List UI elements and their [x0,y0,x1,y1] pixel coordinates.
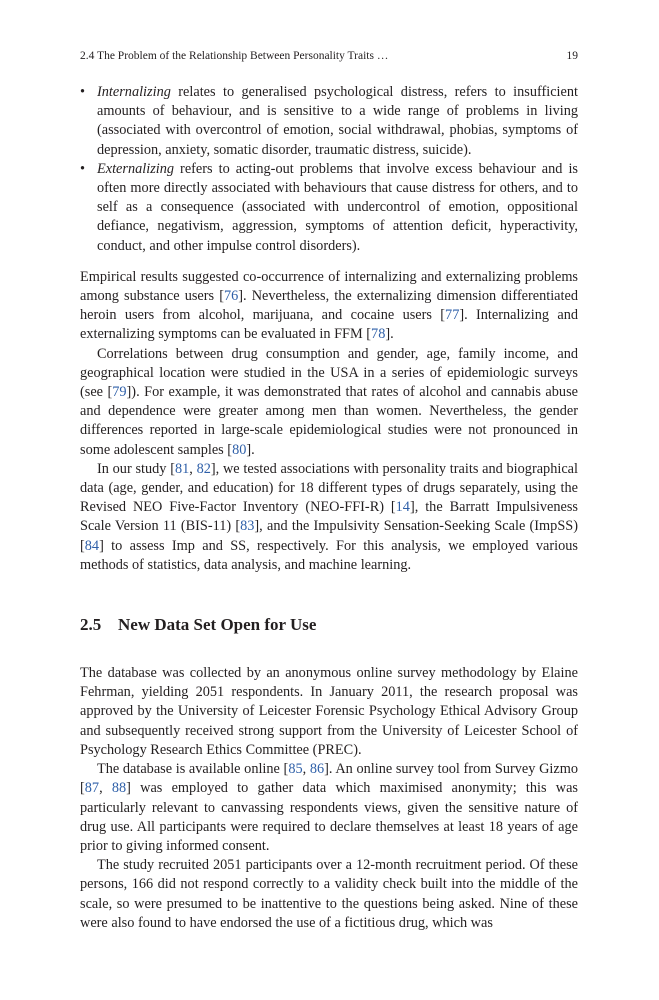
citation-link[interactable]: 84 [84,537,100,554]
running-title: 2.4 The Problem of the Relationship Between Personality Traits … [80,50,389,62]
page-number: 19 [566,50,578,62]
bullet-icon: • [80,160,86,177]
citation-link[interactable]: 14 [395,499,410,516]
citation-link[interactable]: 79 [112,384,127,401]
citation-link[interactable]: 85 [288,761,303,778]
paragraph-cooccurrence [80,268,578,345]
citation-link[interactable]: 83 [240,518,255,535]
text-run: ]. [246,441,255,458]
text-run: ]. Internalizing and externalizing symptoms can be evaluated in FFM [ [80,307,578,343]
body-text [80,83,578,933]
bullet-item-externalizing [80,160,578,256]
citation-link[interactable]: 87 [84,780,100,797]
citation-link[interactable]: 78 [371,326,386,343]
paragraph-our-study [80,460,578,575]
bullet-icon: • [80,84,86,100]
bullet-list [80,83,578,256]
text-run: The database is available online [ [97,761,289,778]
paragraph-database: The database was collected by an anonymous online survey methodology by Elaine Fehrman, yielding 2051 respondents. In January 2011, the research proposal was approved by the University of Leicester Forensic Psychology Ethical Advisory Group and subsequently received strong support from the University of Leicester School of Psychology Research Ethics Committee (PREC). [80,665,578,758]
text-run: ]). For example, it was demonstrated that rates of alcohol and cannabis abuse and dependence were greater among men than women. Nevertheless, the gender differences reported in large-scale epidemiological studies were not pronounced in some adolescent samples [ [80,384,578,458]
bullet-term: Internalizing [97,84,171,100]
bullet-item-internalizing [80,83,578,160]
text-run: Empirical results suggested co-occurrence of internalizing and externalizing problems among substance users [ [80,268,578,305]
text-run: , [302,761,310,778]
text-run: ] was employed to gather data which maximised anonymity; this was particularly relevant to canvassing respondents views, given the sensitive nature of drug use. All participants were required to declare themselves at least 18 years of age prior to giving informed consent. [80,780,578,854]
citation-link[interactable]: 80 [232,441,247,458]
text-run: , [189,460,197,477]
text-run: ], we tested associations with personality traits and biographical data (age, gender, and education) for 18 different types of drugs separately, using the Revised NEO Five-Factor Inventory (NEO-FFI-R) [ [80,460,578,516]
text-run: ], the Barratt Impulsiveness Scale Version 11 (BIS-11) [ [80,499,578,535]
section-heading [80,614,578,636]
text-run: In our study [ [97,460,175,477]
text-run: ]. Nevertheless, the externalizing dimension differentiated heroin users from alcohol, marijuana, and cocaine users [ [80,288,578,324]
bullet-text: relates to generalised psychological distress, refers to insufficient amounts of behaviour, and is sensitive to a wide range of problems in living (associated with overcontrol of emotion, social withdrawal, phobias, symptoms of depression, anxiety, somatic disorder, traumatic distress, suicide). [97,84,578,158]
citation-link[interactable]: 81 [174,460,190,477]
text-run: ], and the Impulsivity Sensation-Seeking Scale (ImpSS) [ [80,518,578,554]
section-title: New Data Set Open for Use [118,615,317,635]
text-run: Correlations between drug consumption and gender, age, family income, and geographical location were studied in the USA in a series of epidemiologic surveys (see [ [80,345,578,401]
bullet-text: refers to acting-out problems that involve excess behaviour and is often more directly associated with behaviours that cause distress for others, and to self as a consequence (associated with undercontrol of emotion, oppositional defiance, negativism, aggression, symptoms of attention deficit, hyperactivity, conduct, and other impulse control disorders). [97,160,578,254]
bullet-term: Externalizing [97,160,175,177]
text-run: ]. An online survey tool from Survey Gizmo [ [80,761,578,797]
text-run: , [99,780,112,797]
citation-link[interactable]: 86 [309,761,325,778]
paragraph-available-online [80,760,578,856]
text-run: ]. [385,326,394,343]
citation-link[interactable]: 88 [111,780,127,797]
citation-link[interactable]: 77 [445,307,460,324]
citation-link[interactable]: 76 [223,288,239,305]
running-header [80,50,578,62]
section-number: 2.5 [80,615,102,635]
paragraph-recruitment: The study recruited 2051 participants over a 12-month recruitment period. Of these persons, 166 did not respond correctly to a validity check built into the middle of the scale, so were presumed to be inattentive to the questions being asked. Nine of these were also found to have endorsed the use of a fictitious drug, which was [80,857,578,931]
citation-link[interactable]: 82 [196,460,211,477]
text-run: ] to assess Imp and SS, respectively. For this analysis, we employed various methods of statistics, data analysis, and machine learning. [80,537,578,573]
paragraph-correlations [80,345,578,460]
